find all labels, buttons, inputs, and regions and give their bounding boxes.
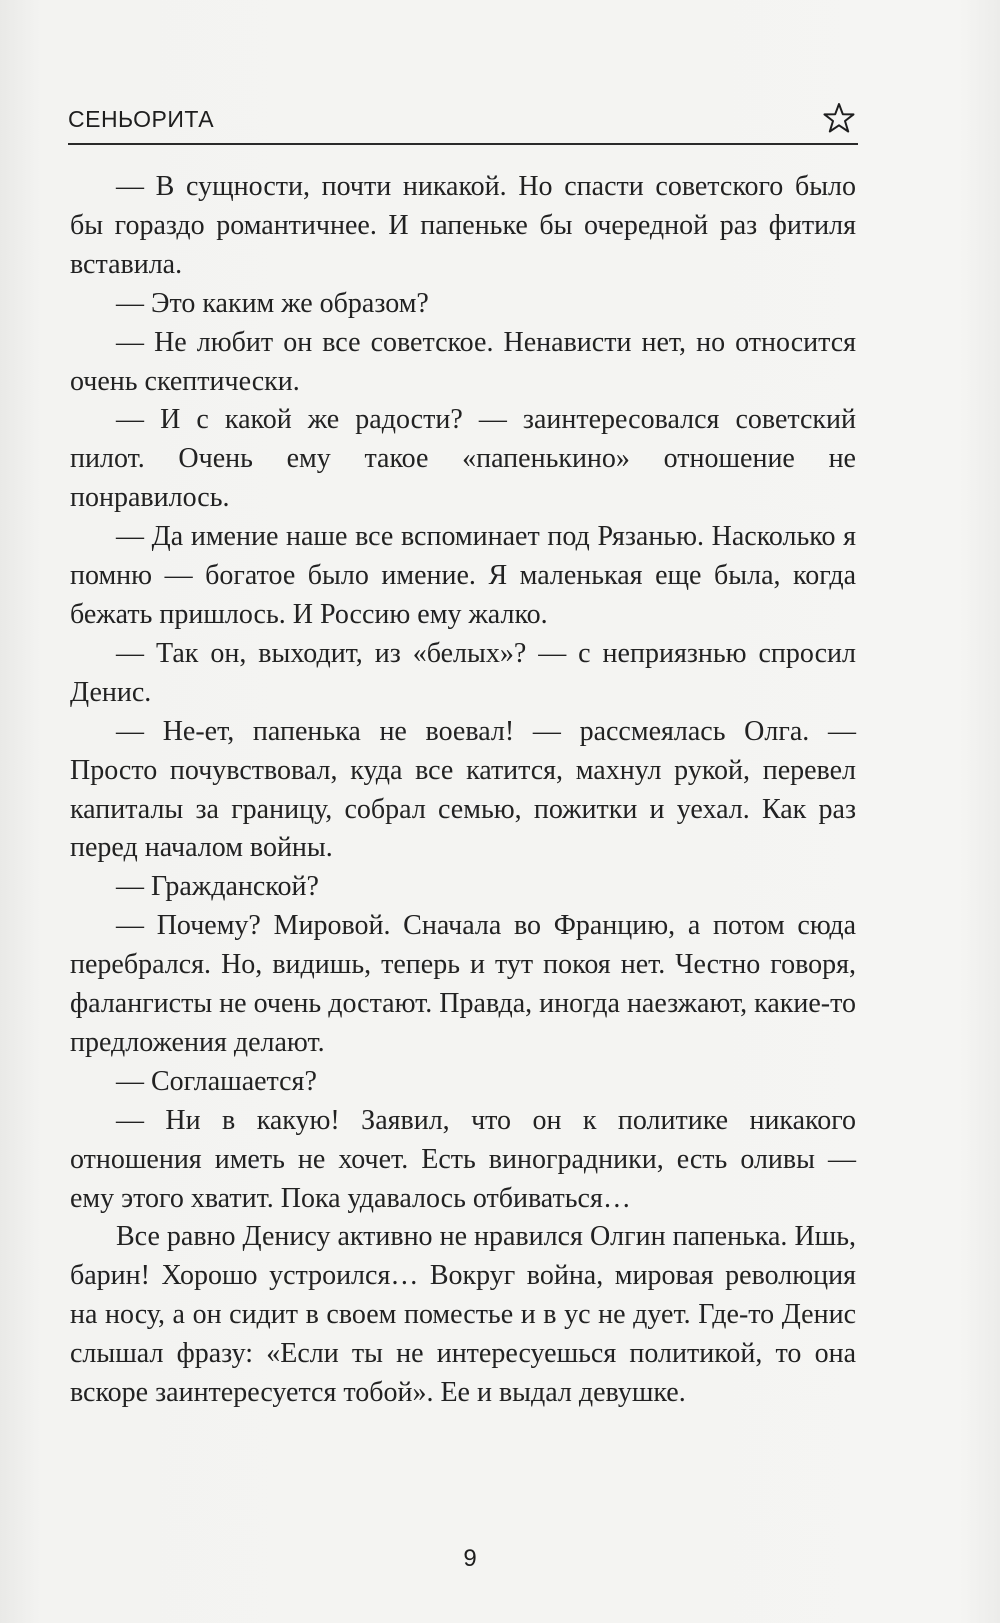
paragraph: — Так он, выходит, из «белых»? — с неприязнью спросил Денис.: [70, 637, 856, 708]
paragraph: — И с какой же радости? — заинтересовался советский пилот. Очень ему такое «папенькино» отношение не понравилось.: [70, 404, 856, 514]
paragraph: — Гражданской?: [116, 871, 319, 903]
paragraph: Все равно Денису активно не нравился Олгин папенька. Ишь, барин! Хорошо устроился… Вокруг война, мировая революция на носу, а он сидит в своем поместье и в ус не дует. Где-то Денис слышал фразу: «Если ты не интересуешься политикой, то она вскоре заинтересуется тобой». Ее и выдал девушке.: [70, 1221, 856, 1409]
running-title: СЕНЬОРИТА: [68, 106, 215, 132]
running-header: [68, 103, 858, 145]
paragraph: — В сущности, почти никакой. Но спасти советского было бы гораздо романтичнее. И папеньке бы очередной раз фитиля вставила.: [70, 171, 856, 280]
paragraph: — Не-ет, папенька не воевал! — рассмеялась Олга. — Просто почувствовал, куда все катится, махнул рукой, перевел капиталы за границу, собрал семью, пожитки и уехал. Как раз перед началом войны.: [70, 715, 856, 864]
star-outline-icon: [822, 101, 856, 135]
paragraph: — Почему? Мировой. Сначала во Францию, а потом сюда перебрался. Но, видишь, теперь и тут покоя нет. Честно говоря, фалангисты не очень достают. Правда, иногда наезжают, какие-то предложения делают.: [70, 910, 856, 1058]
body-text: [70, 168, 856, 1413]
paragraph: — Да имение наше все вспоминает под Рязанью. Насколько я помню — богатое было имение. Я маленькая еще была, когда бежать пришлось. И Россию ему жалко.: [70, 521, 856, 630]
paragraph: — Ни в какую! Заявил, что он к политике никакого отношения иметь не хочет. Есть виноградники, есть оливы — ему этого хватит. Пока удавалось отбиваться…: [70, 1104, 856, 1214]
paragraph: — Это каким же образом?: [116, 287, 429, 319]
page-number: 9: [463, 1545, 477, 1572]
paragraph: — Не любит он все советское. Ненависти нет, но относится очень скептически.: [70, 326, 856, 397]
paragraph: — Соглашается?: [116, 1065, 317, 1097]
